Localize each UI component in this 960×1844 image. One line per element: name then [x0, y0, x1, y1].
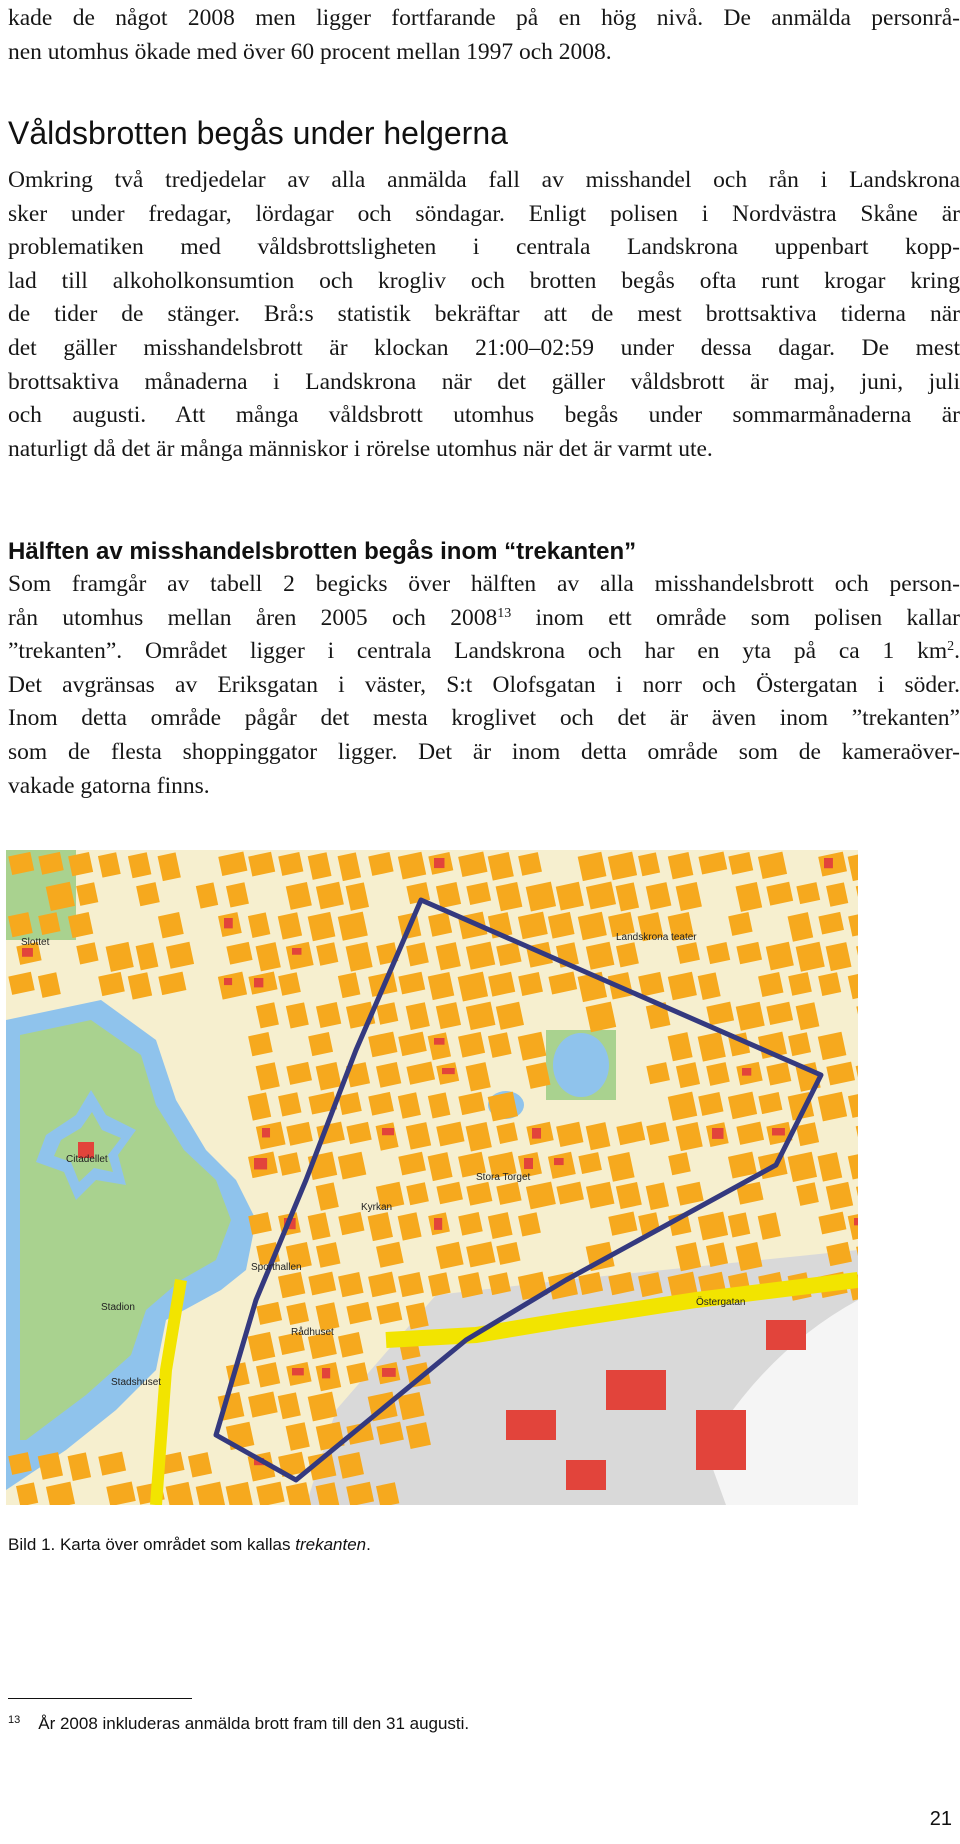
text-segment: . — [954, 638, 960, 665]
map-label: Stora Torget — [476, 1172, 531, 1183]
superscript: 2 — [947, 639, 955, 655]
text-line: kade de något 2008 men ligger fortfarande på en hög nivå. De anmälda personrå- — [8, 5, 960, 31]
building — [854, 1218, 858, 1225]
city-block — [488, 1272, 511, 1295]
city-block — [338, 1272, 364, 1297]
building — [532, 1128, 541, 1139]
city-block — [286, 942, 314, 970]
city-block — [338, 1452, 364, 1479]
city-block — [46, 882, 75, 911]
section-heading: Våldsbrotten begås under helgerna — [8, 115, 508, 151]
text-line: och augusti. Att många våldsbrott utomhus begås under sommarmånaderna är — [8, 402, 960, 429]
city-block — [8, 912, 33, 937]
city-block — [548, 1152, 576, 1179]
map-label: Rådhuset — [291, 1327, 334, 1338]
city-block — [518, 852, 542, 876]
city-block — [556, 882, 584, 911]
text-line: Det avgränsas av Eriksgatan i väster, S:t Olofsgatan i norr och Östergatan i söder. — [8, 671, 960, 698]
city-block — [338, 912, 368, 941]
city-block — [308, 1392, 338, 1422]
city-block — [668, 972, 697, 1001]
city-block — [428, 912, 452, 937]
footnote-text: År 2008 inkluderas anmälda brott fram till den 31 augusti. — [38, 1714, 470, 1733]
building — [554, 1158, 564, 1165]
city-block — [496, 1122, 518, 1144]
city-block — [286, 1302, 309, 1325]
city-block — [728, 912, 752, 936]
city-block — [818, 972, 841, 996]
city-block — [788, 1152, 817, 1182]
map-label: Kyrkan — [361, 1202, 393, 1213]
text-line: vakade gatorna finns. — [8, 772, 210, 799]
text-line: det gäller misshandelsbrott är klockan 21:00–02:59 under dessa dagar. De mest — [8, 334, 960, 361]
map-label: Landskrona teater — [616, 932, 697, 943]
trekanten-map — [6, 850, 858, 1505]
text-line: naturligt då det är många människor i rörelse utomhus när det är varmt ute. — [8, 435, 713, 462]
city-block — [578, 852, 607, 881]
city-block — [136, 882, 160, 906]
harbour-building — [696, 1410, 746, 1470]
map-label: Citadellet — [66, 1154, 108, 1165]
map-label: Sporthallen — [251, 1262, 302, 1273]
city-block — [668, 1092, 698, 1121]
map-graphic — [6, 850, 858, 1505]
building — [742, 1068, 751, 1076]
text-line: nen utomhus ökade med över 60 procent mellan 1997 och 2008. — [8, 38, 612, 65]
building — [224, 978, 232, 985]
city-block — [518, 1032, 547, 1061]
building — [224, 918, 233, 928]
text-segment: ”trekanten”. Området ligger i centrala Landskrona och har en yta på ca 1 km — [8, 638, 948, 665]
building — [382, 1368, 396, 1377]
city-block — [68, 852, 93, 876]
harbour-building — [766, 1320, 806, 1350]
caption-emphasis: trekanten — [295, 1535, 367, 1554]
city-block — [586, 942, 615, 970]
section2-paragraph — [8, 568, 960, 803]
city-block — [346, 1362, 368, 1384]
text-line: de tider de stänger. Brå:s statistik bekräftar att de mest brottsaktiva tiderna när — [8, 301, 960, 328]
building — [254, 1158, 267, 1169]
city-block — [308, 1032, 333, 1056]
city-block — [398, 1272, 424, 1297]
city-block — [578, 912, 607, 941]
building — [22, 948, 33, 957]
section-heading: Hälften av misshandelsbrotten begås inom “trekanten” — [8, 538, 637, 565]
text-segment: rån utomhus mellan åren 2005 och 2008 — [8, 604, 498, 631]
city-block — [646, 1122, 669, 1145]
building — [292, 948, 301, 955]
city-block — [68, 912, 93, 938]
building — [292, 1368, 304, 1375]
city-block — [826, 1182, 853, 1210]
city-block — [338, 1332, 363, 1358]
map-label: Slottet — [21, 937, 50, 948]
city-block — [38, 912, 60, 935]
text-line: Inom detta område pågår det mesta kroglivet och det är även inom ”trekanten” — [8, 705, 960, 732]
section1-paragraph — [8, 164, 960, 466]
building — [434, 1038, 445, 1045]
text-line: som de flesta shoppinggator ligger. Det är inom detta område som de kameraöver- — [8, 738, 960, 765]
city-block — [586, 1002, 617, 1033]
city-block — [488, 1092, 518, 1122]
city-block — [796, 942, 825, 972]
text-line: problematiken med våldsbrottsligheten i centrala Landskrona uppenbart kopp- — [8, 234, 960, 261]
city-block — [788, 972, 812, 996]
building — [772, 1128, 785, 1135]
pond — [553, 1033, 609, 1097]
map-label: Stadion — [101, 1302, 135, 1313]
city-block — [526, 882, 556, 912]
harbour-building — [566, 1460, 606, 1490]
text-line: brottsaktiva månaderna i Landskrona när det gäller våldsbrott är maj, juni, juli — [8, 368, 960, 395]
city-block — [818, 1092, 847, 1122]
city-block — [458, 972, 488, 1002]
text-line: sker under fredagar, lördagar och söndagar. Enligt polisen i Nordvästra Skåne är — [8, 200, 960, 227]
footnote-marker: 13 — [8, 1714, 21, 1726]
building — [254, 978, 263, 987]
building — [262, 1128, 270, 1137]
text-line — [8, 635, 960, 669]
city-block — [376, 1002, 398, 1024]
city-block — [668, 1152, 691, 1175]
building — [712, 1128, 723, 1139]
map-label: Stadshuset — [111, 1377, 162, 1388]
city-block — [766, 942, 794, 971]
harbour-building — [606, 1370, 666, 1410]
city-block — [406, 1182, 429, 1205]
text-segment: inom ett område som polisen kallar — [511, 604, 960, 631]
intro-paragraph — [8, 2, 960, 69]
city-block — [496, 1002, 524, 1030]
footnote-divider — [8, 1698, 192, 1699]
footnote-reference[interactable]: 13 — [497, 605, 512, 621]
footnote — [8, 1714, 469, 1734]
city-block — [398, 852, 426, 880]
text-line: Som framgår av tabell 2 begicks över hälften av alla misshandelsbrott och person- — [8, 571, 960, 597]
building — [824, 858, 833, 868]
text-line: lad till alkoholkonsumtion och krogliv och brotten begås ofta runt krogar kring — [8, 267, 960, 294]
building — [434, 858, 444, 868]
building — [434, 1218, 442, 1230]
city-block — [548, 912, 575, 939]
city-block — [158, 912, 184, 938]
text-line — [8, 602, 960, 636]
text-line: Omkring två tredjedelar av alla anmälda fall av misshandel och rån i Landskrona — [8, 167, 960, 193]
city-block — [736, 1002, 765, 1031]
city-block — [436, 1242, 464, 1269]
city-block — [316, 1002, 341, 1028]
caption-suffix: . — [366, 1535, 371, 1554]
caption-prefix: Bild 1. Karta över området som kallas — [8, 1535, 296, 1554]
city-block — [608, 852, 637, 881]
page-number: 21 — [929, 1808, 952, 1830]
city-block — [316, 882, 344, 910]
city-block — [638, 1272, 663, 1297]
figure-caption — [8, 1535, 371, 1555]
city-block — [376, 1062, 401, 1088]
building — [442, 1068, 455, 1074]
building — [322, 1368, 330, 1378]
building — [524, 1158, 533, 1169]
city-block — [758, 972, 783, 997]
harbour-building — [506, 1410, 556, 1440]
city-block — [706, 1062, 730, 1086]
city-block — [818, 1032, 847, 1060]
city-block — [76, 942, 98, 964]
city-block — [278, 1152, 301, 1175]
city-block — [248, 1032, 273, 1056]
city-block — [338, 1152, 366, 1180]
city-block — [338, 1092, 362, 1115]
map-label: Östergatan — [696, 1297, 746, 1308]
building — [382, 1128, 394, 1135]
